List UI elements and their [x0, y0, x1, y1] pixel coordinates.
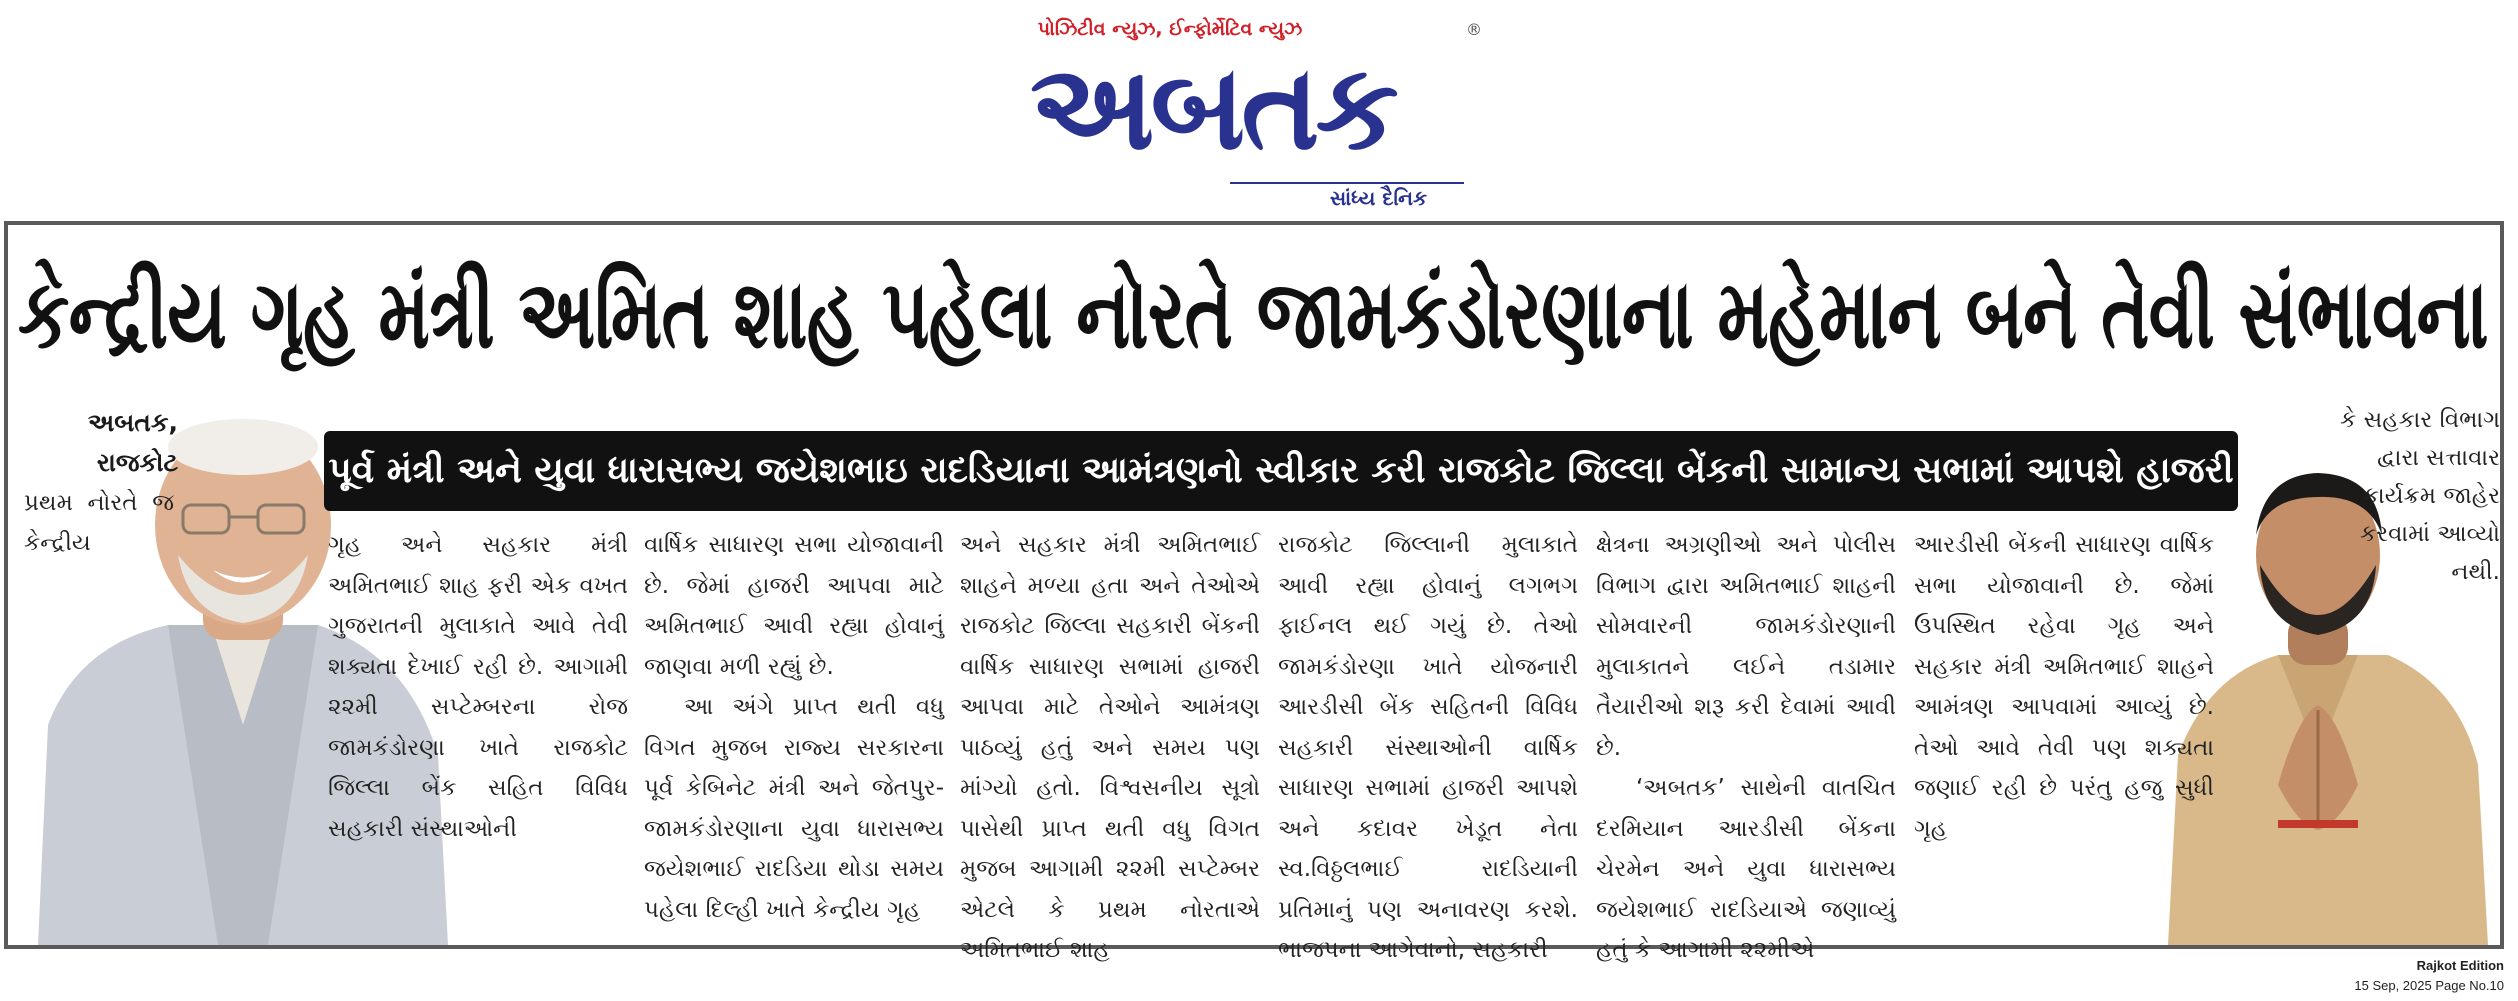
- dateline-continuation: પ્રથમ નોરતે જ કેન્દ્રીય: [24, 490, 174, 556]
- article-headline: કેન્દ્રીય ગૃહ મંત્રી અમિત શાહ પહેલા નોરતે જામકંડોરણાના મહેમાન બને તેવી સંભાવના: [18, 257, 2488, 370]
- page-footer: [2354, 956, 2504, 996]
- article-column-3: [960, 525, 1260, 963]
- paragraph: ‘અબતક’ સાથેની વાતચિત દરમિયાન આરડીસી બેંકના ચેરમેન અને યુવા ધારાસભ્ય જયેશભાઈ રાદડિયાએ જણાવ્યું હતું કે આગામી ૨૨મીએ: [1596, 775, 1896, 963]
- paragraph: ગૃહ અને સહકાર મંત્રી અમિતભાઈ શાહ ફરી એક વખત ગુજરાતની મુલાકાતે આવે તેવી શક્યતા દેખાઈ રહી છે. આગામી ૨૨મી સપ્ટેમ્બરના રોજ જામકંડોરણા ખાતે રાજકોટ જિલ્લા બેંક સહિત વિવિધ સહકારી સંસ્થાઓની: [328, 532, 628, 842]
- paragraph: આ અંગે પ્રાપ્ત થતી વધુ વિગત મુજબ રાજ્ય સરકારના પૂર્વ કેબિનેટ મંત્રી અને જેતપુર-જામકંડોરણાના યુવા ધારાસભ્ય જયેશભાઈ રાદડિયા થોડા સમય પહેલા દિલ્હી ખાતે કેન્દ્રીય ગૃહ: [644, 694, 944, 923]
- article-subheadline: પૂર્વ મંત્રી અને યુવા ધારાસભ્ય જયેશભાઇ રાદડિયાના આમંત્રણનો સ્વીકાર કરી રાજકોટ જિલ્લા બેંકની સામાન્ય સભામાં આપશે હાજરી: [324, 431, 2238, 511]
- paragraph: વાર્ષિક સાધારણ સભા યોજાવાની છે. જેમાં હાજરી આપવા માટે અમિતભાઈ આવી રહ્યા હોવાનું જાણવા મળી રહ્યું છે.: [644, 532, 944, 680]
- logo-underline: [1230, 182, 1464, 184]
- news-article: [4, 221, 2504, 963]
- paragraph: ક્ષેત્રના અગ્રણીઓ અને પોલીસ વિભાગ દ્વારા અમિતભાઈ શાહની સોમવારની જામકંડોરણાની મુલાકાતને લઈને તડામાર તૈયારીઓ શરૂ કરી દેવામાં આવી છે.: [1596, 532, 1896, 761]
- article-column-2: [644, 525, 944, 943]
- dateline-city: રાજકોટ: [96, 448, 178, 477]
- article-column-5: [1596, 525, 1896, 963]
- article-column-1: [328, 525, 628, 943]
- article-column-6: [1914, 525, 2214, 943]
- paragraph: આરડીસી બેંકની સાધારણ વાર્ષિક સભા યોજાવાની છે. જેમાં ઉપસ્થિત રહેવા ગૃહ અને સહકાર મંત્રી અમિતભાઈ શાહને આમંત્રણ આપવામાં આવ્યું છે. તેઓ આવે તેવી પણ શક્યતા જણાઈ રહી છે પરંતુ હજુ સુધી ગૃહ: [1914, 532, 2214, 842]
- registered-mark: ®: [1466, 20, 1482, 39]
- edition-label: Rajkot Edition: [2416, 958, 2504, 973]
- masthead-tagline: પોઝિટીવ ન્યુઝ, ઈન્ફોર્મેટિવ ન્યુઝ: [1037, 18, 1303, 40]
- paragraph: રાજકોટ જિલ્લાની મુલાકાતે આવી રહ્યા હોવાનું લગભગ ફાઈનલ થઈ ગયું છે. તેઓ જામકંડોરણા ખાતે યોજનારી આરડીસી બેંક સહિતની વિવિધ સહકારી સંસ્થાઓની વાર્ષિક સાધારણ સભામાં હાજરી આપશે અને કદાવર ખેડૂત નેતા સ્વ.વિઠ્ઠલભાઈ રાદડિયાની પ્રતિમાનું પણ અનાવરણ કરશે. ભાજપના આગેવાનો, સહકારી: [1278, 532, 1578, 963]
- newspaper-logo: અબતક: [1030, 38, 1395, 176]
- dateline: [8, 403, 178, 483]
- masthead: [1030, 14, 1490, 210]
- dateline-source: અબતક,: [87, 408, 178, 437]
- paragraph: અને સહકાર મંત્રી અમિતભાઈ શાહને મળ્યા હતા અને તેઓએ રાજકોટ જિલ્લા સહકારી બેંકની વાર્ષિક સાધારણ સભામાં હાજરી આપવા માટે તેઓને આમંત્રણ પાઠવ્યું હતું અને સમય પણ માંગ્યો હતો. વિશ્વસનીય સૂત્રો પાસેથી પ્રાપ્ત થતી વધુ વિગત મુજબ આગામી ૨૨મી સપ્ટેમ્બર એટલે કે પ્રથમ નોરતાએ અમિતભાઈ શાહ: [960, 532, 1260, 963]
- date-page-label: 15 Sep, 2025 Page No.10: [2354, 978, 2504, 993]
- edition-type-label: સાંધ્ય દૈનિક: [1330, 186, 1428, 210]
- article-column-4: [1278, 525, 1578, 963]
- article-right-snippet: કે સહકાર વિભાગ દ્વારા સત્તાવાર કાર્યક્રમ જાહેર કરવામાં આવ્યો નથી.: [2340, 407, 2500, 585]
